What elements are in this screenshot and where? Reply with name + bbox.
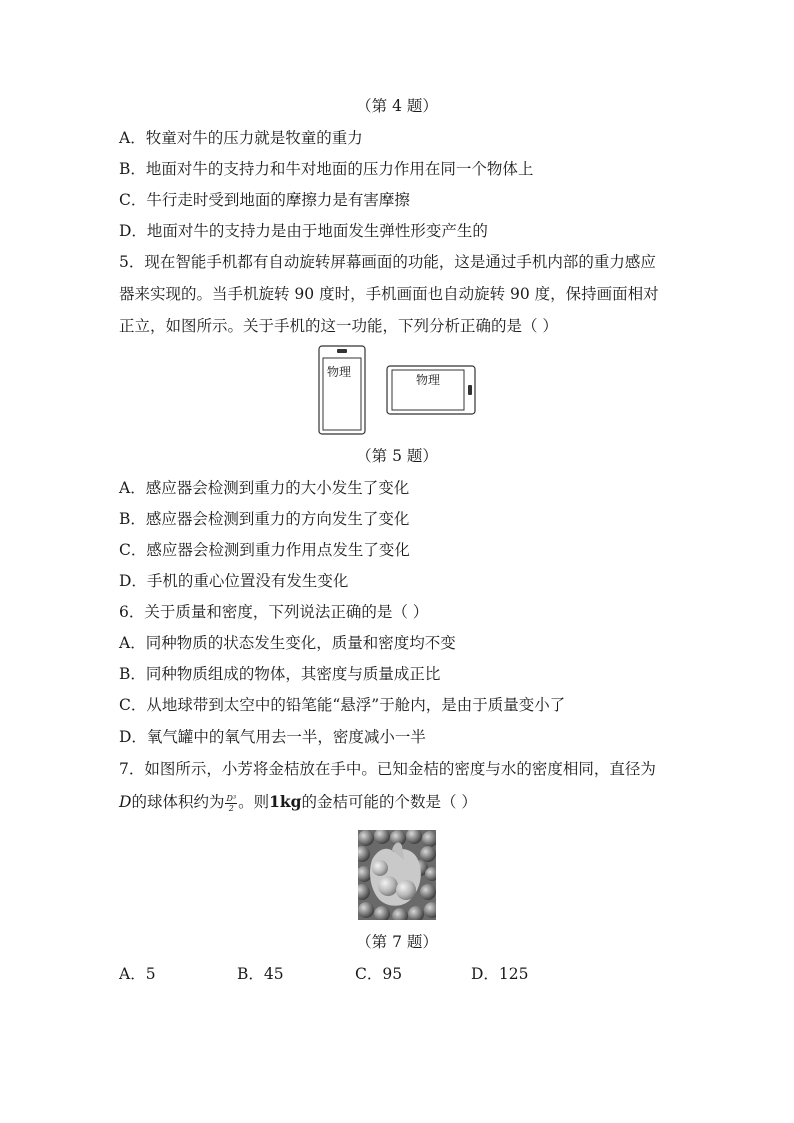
q5-stem-line-3: 正立，如图所示。关于手机的这一功能，下列分析正确的是（ ） xyxy=(119,317,558,335)
q7-stem-part-a: 的球体积约为 xyxy=(131,793,225,811)
q4-caption: （第 4 题） xyxy=(356,97,438,115)
portrait-screen-label: 物理 xyxy=(327,365,352,379)
landscape-screen-label: 物理 xyxy=(416,373,441,387)
q7-option-c: C．95 xyxy=(355,965,403,983)
q7-caption: （第 7 题） xyxy=(356,933,438,951)
landscape-phone xyxy=(387,366,475,414)
q7-option-d: D．125 xyxy=(471,965,529,983)
q7-stem-part-b: 。则 xyxy=(238,793,270,811)
q7-volume-fraction xyxy=(225,794,237,813)
q5-option-a: A．感应器会检测到重力的大小发生了变化 xyxy=(119,479,410,497)
q6-option-d: D．氧气罐中的氧气用去一半，密度减小一半 xyxy=(119,728,426,746)
q7-kumquat-photo xyxy=(358,830,436,920)
q5-stem-line-1: 5．现在智能手机都有自动旋转屏幕画面的功能，这是通过手机内部的重力感应 xyxy=(119,253,656,271)
q4-option-a: A．牧童对牛的压力就是牧童的重力 xyxy=(119,129,363,147)
q7-stem-part-c: 的金桔可能的个数是（ ） xyxy=(301,793,477,811)
q7-option-b: B．45 xyxy=(237,965,284,983)
q7-frac-numerator: D³ xyxy=(226,793,237,803)
q7-mass: 1kg xyxy=(269,792,302,811)
q4-option-d: D．地面对牛的支持力是由于地面发生弹性形变产生的 xyxy=(119,222,488,240)
q7-stem-line-1: 7．如图所示，小芳将金桔放在手中。已知金桔的密度与水的密度相同，直径为 xyxy=(119,760,656,778)
q6-option-c: C．从地球带到太空中的铅笔能“悬浮”于舱内，是由于质量变小了 xyxy=(119,696,566,714)
q7-option-a: A．5 xyxy=(119,965,156,983)
q4-option-c: C．牛行走时受到地面的摩擦力是有害摩擦 xyxy=(119,191,410,209)
q4-option-b: B．地面对牛的支持力和牛对地面的压力作用在同一个物体上 xyxy=(119,160,534,178)
q6-option-a: A．同种物质的状态发生变化，质量和密度均不变 xyxy=(119,634,456,652)
q7-frac-denominator: 2 xyxy=(228,803,234,813)
portrait-phone xyxy=(319,346,365,434)
q5-phone-figure xyxy=(316,344,480,436)
q5-stem-line-2: 器来实现的。当手机旋转 90 度时，手机画面也自动旋转 90 度，保持画面相对 xyxy=(119,285,659,303)
q6-stem: 6．关于质量和密度，下列说法正确的是（ ） xyxy=(119,603,429,621)
q5-option-d: D．手机的重心位置没有发生变化 xyxy=(119,572,349,590)
q7-stem-line-2 xyxy=(119,792,477,813)
q6-option-b: B．同种物质组成的物体，其密度与质量成正比 xyxy=(119,665,441,683)
q5-caption: （第 5 题） xyxy=(356,447,438,465)
q5-option-b: B．感应器会检测到重力的方向发生了变化 xyxy=(119,510,410,528)
q7-var-d: D xyxy=(119,793,132,811)
q5-option-c: C．感应器会检测到重力作用点发生了变化 xyxy=(119,541,410,559)
